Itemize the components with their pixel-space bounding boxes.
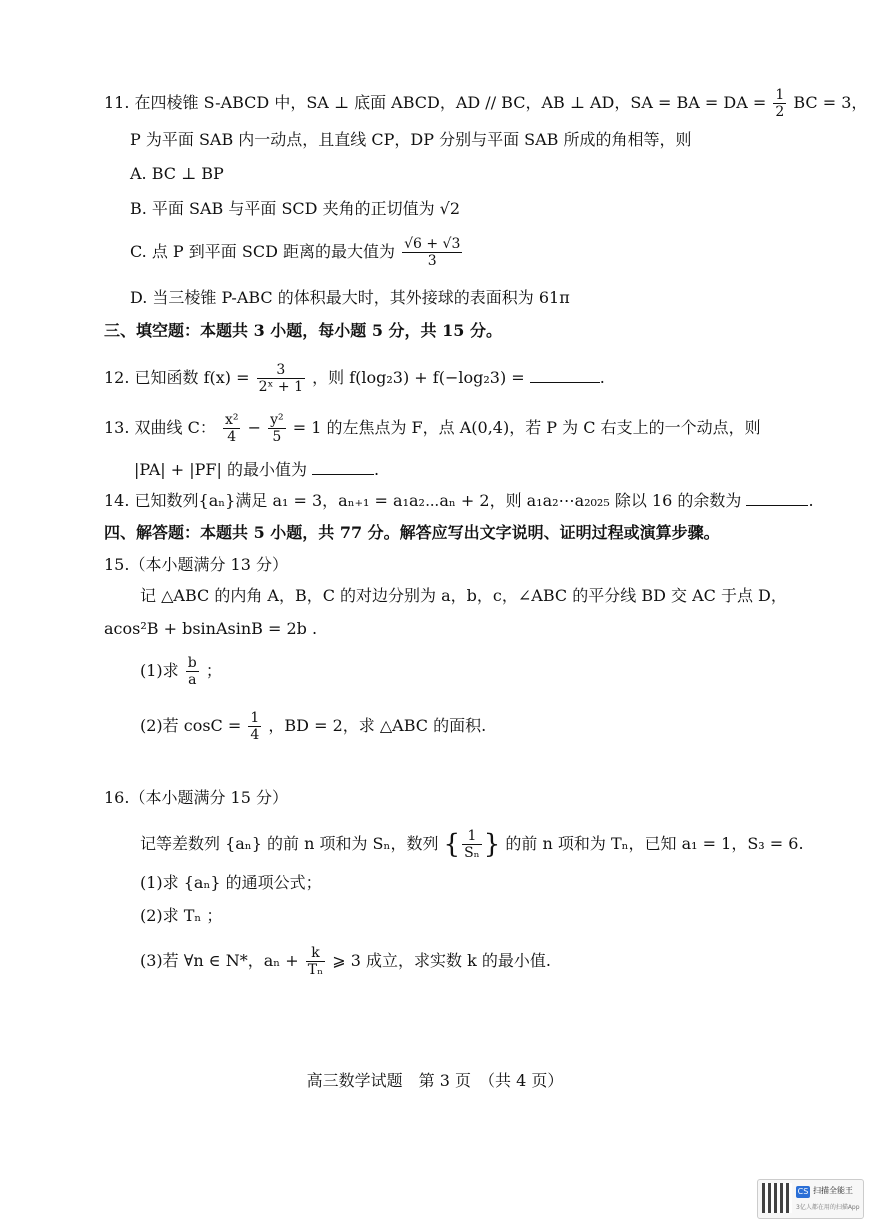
q11-option-a: A. BC ⊥ BP [130,164,224,183]
q16-part3-fraction [306,945,325,978]
q13-frac-y-num: y² [270,412,284,428]
q16-line1-text: 记等差数列 {aₙ} 的前 n 项和为 Sₙ，数列 [140,834,439,853]
q13-line2-text: |PA| + |PF| 的最小值为 [134,460,307,479]
q15-part2-text: (2)若 cosC = [140,716,242,735]
q15-part2-num: 1 [250,710,260,726]
q16-line1-post: 的前 n 项和为 Tₙ，已知 a₁ = 1，S₃ = 6. [505,834,804,853]
q14-text: 14. 已知数列{aₙ}满足 a₁ = 3，aₙ₊₁ = a₁a₂⋯aₙ + 2，则 a₁a₂⋯a₂₀₂₅ 除以 16 的余数为 [104,491,742,510]
q15-part2-den: 4 [250,727,260,743]
q13-line1 [104,412,761,445]
q14 [104,490,814,512]
q11-line1 [104,87,867,120]
watermark-subtitle: 3亿人都在用的扫描App [796,1204,860,1211]
q11-frac-num: 1 [775,87,785,103]
q16-frac-den: Sₙ [464,845,480,861]
q12-fraction [257,362,305,395]
q15-part1-text: (1)求 [140,661,179,680]
q13-text: 13. 双曲线 C： [104,418,216,437]
q12-frac-num: 3 [276,362,286,378]
q16-part3-text: (3)若 ∀n ∈ N*，aₙ + [140,951,299,970]
q15-line2: acos²B + bsinAsinB = 2b . [104,619,318,638]
q11-option-c-num: √6 + √3 [404,236,461,252]
q11-line2: P 为平面 SAB 内一动点，且直线 CP，DP 分别与平面 SAB 所成的角相等，则 [130,130,692,149]
q16-right-brace: } [483,829,501,860]
q15-part2 [140,710,486,743]
q15-line1: 记 △ABC 的内角 A，B，C 的对边分别为 a，b，c，∠ABC 的平分线 BD 交 AC 于点 D， [140,586,787,605]
q15-part1-end: ； [205,661,222,680]
q11-option-d: D. 当三棱锥 P-ABC 的体积最大时，其外接球的表面积为 61π [130,288,570,307]
q16-part2: (2)求 Tₙ ； [140,906,223,925]
q13-frac-x-den: 4 [223,428,241,445]
q15-part1-den: a [186,671,199,688]
q12 [104,362,605,395]
q16-frac-num: 1 [467,828,477,844]
q11-frac-den: 2 [775,104,785,120]
cs-logo-icon: CS [797,1187,809,1196]
q15-part1-num: b [187,655,197,671]
q13-frac-y-den: 5 [268,428,286,445]
q11-stem: 11. 在四棱锥 S-ABCD 中，SA ⊥ 底面 ABCD，AD // BC，AB ⊥ AD，SA = BA = DA = [104,93,767,112]
q12-end: . [599,368,605,387]
q11-stem-tail: BC = 3， [793,93,868,112]
q16-heading: 16.（本小题满分 15 分） [104,788,288,807]
q14-answer-blank [746,505,808,506]
q12-text: 12. 已知函数 f(x) = [104,368,250,387]
q15-part2-end: ，BD = 2，求 △ABC 的面积. [268,716,487,735]
q15-part2-fraction [248,710,261,743]
q16-left-brace: { [443,829,461,860]
q13-minus: − [247,418,261,437]
q11-option-c-fraction [402,236,462,269]
q14-end: . [808,491,814,510]
q16-line1 [140,828,804,861]
page-footer: 高三数学试题 第 3 页 （共 4 页） [306,1071,564,1090]
q12-frac-den: 2ˣ + 1 [258,379,304,395]
q15-part1 [140,655,222,688]
q16-part1: (1)求 {aₙ} 的通项公式； [140,873,322,892]
q13-line2 [134,459,379,481]
q13-end: . [374,460,380,479]
q12-answer-blank [530,382,600,383]
scanner-watermark [757,1179,864,1219]
q13-fraction-x [223,412,241,445]
section-4-heading: 四、解答题：本题共 5 小题，共 77 分。解答应写出文字说明、证明过程或演算步骤。 [104,523,720,542]
watermark-title: 扫描全能王 [813,1186,853,1195]
q11-option-b: B. 平面 SAB 与平面 SCD 夹角的正切值为 √2 [130,199,461,218]
q13-fraction-y [268,412,286,445]
q12-text-post: ，则 f(log₂3) + f(−log₂3) = [312,368,525,387]
q16-part3 [140,945,551,978]
q15-part1-fraction [186,655,199,688]
q11-option-c-text: C. 点 P 到平面 SCD 距离的最大值为 [130,242,395,261]
q16-part3-den: Tₙ [307,962,324,978]
q13-frac-x-num: x² [224,412,239,428]
q13-text-post: = 1 的左焦点为 F，点 A(0,4)，若 P 为 C 右支上的一个动点，则 [292,418,761,437]
q11-option-c-den: 3 [402,252,462,269]
section-3-heading: 三、填空题：本题共 3 小题，每小题 5 分，共 15 分。 [104,321,502,340]
q11-option-c [130,236,464,269]
q15-heading: 15.（本小题满分 13 分） [104,555,288,574]
q16-part3-end: ⩾ 3 成立，求实数 k 的最小值. [332,951,551,970]
q13-answer-blank [312,474,374,475]
q11-fraction [773,87,786,120]
q16-fraction [462,828,482,861]
q16-part3-num: k [311,945,320,961]
qr-code-icon [762,1183,792,1213]
